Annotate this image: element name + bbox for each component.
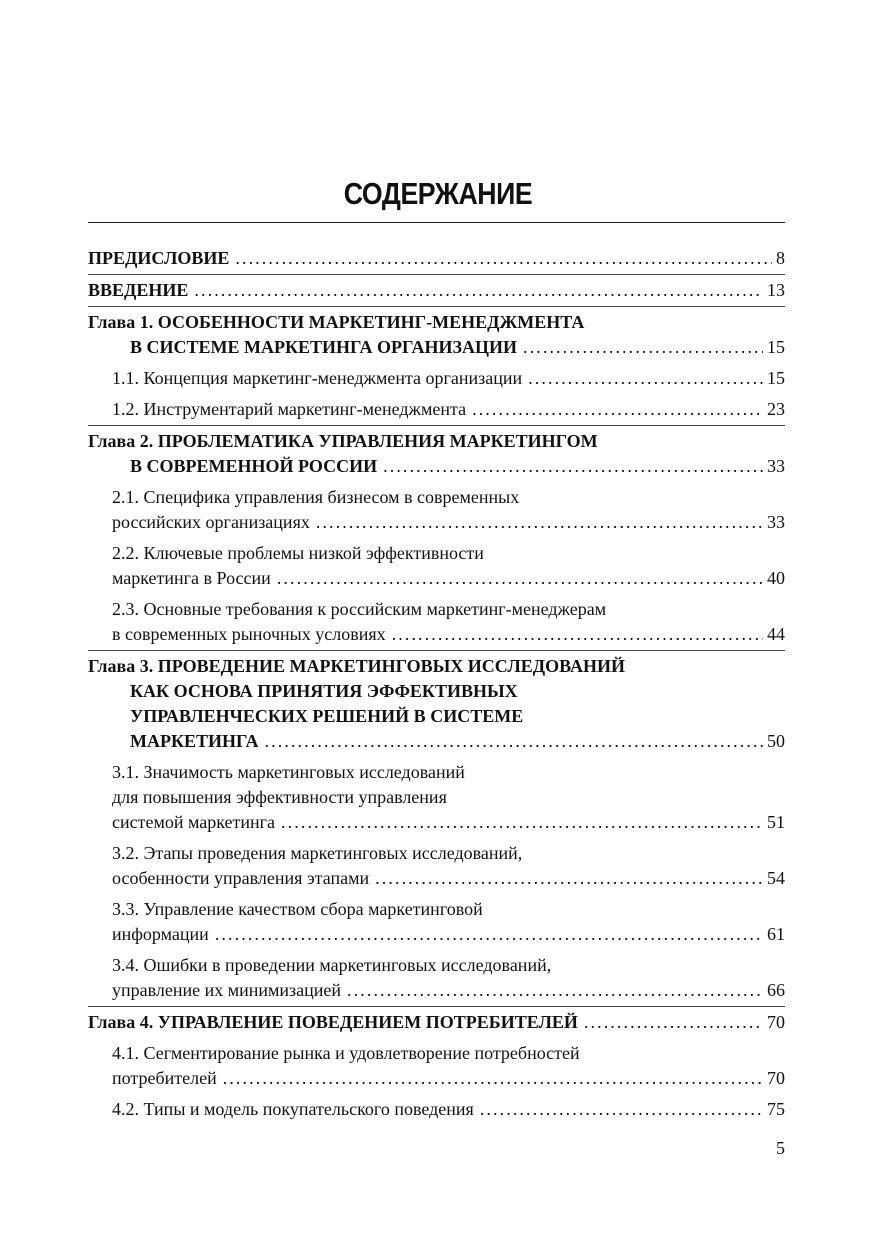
toc-section-entry[interactable] [88, 953, 785, 1003]
toc-entry-title: в современных рыночных условиях [112, 624, 386, 644]
dot-leader [316, 510, 763, 535]
dot-leader [215, 922, 763, 947]
dot-leader [584, 1010, 763, 1035]
toc-page-number: 51 [767, 812, 785, 832]
toc-chapter-entry[interactable] [88, 310, 785, 360]
toc-chapter-entry[interactable] [88, 429, 785, 479]
toc-entry-title: МАРКЕТИНГА [130, 731, 259, 751]
toc-entry-last-line [112, 1066, 785, 1091]
toc-page-number: 44 [767, 624, 785, 644]
toc-section-entry[interactable] [88, 760, 785, 835]
toc-entry-title: 1.1. Концепция маркетинг-менеджмента организации [112, 368, 523, 388]
dot-leader [277, 566, 763, 591]
toc-section-entry[interactable] [88, 841, 785, 891]
toc-page-number: 50 [767, 731, 785, 751]
toc-page-number: 33 [767, 456, 785, 476]
toc-entry-line: 3.2. Этапы проведения маркетинговых исследований, [112, 843, 523, 863]
toc-entry-title: особенности управления этапами [112, 868, 370, 888]
toc-entry-last-line [112, 622, 785, 647]
dot-leader [265, 729, 763, 754]
toc-page-number: 75 [767, 1099, 785, 1119]
toc-page-number: 15 [767, 368, 785, 388]
toc-entry-title: 1.2. Инструментарий маркетинг-менеджмента [112, 399, 467, 419]
toc-entry-line: 3.3. Управление качеством сбора маркетинговой [112, 899, 483, 919]
dot-leader [523, 335, 763, 360]
title-divider [88, 222, 785, 223]
toc-entry-title: В СОВРЕМЕННОЙ РОССИИ [130, 456, 378, 476]
table-of-contents [88, 246, 785, 1128]
toc-entry-last-line [112, 978, 785, 1003]
dot-leader [383, 454, 763, 479]
toc-section-entry[interactable] [88, 897, 785, 947]
toc-section-entry[interactable] [88, 541, 785, 591]
toc-section-entry[interactable] [88, 366, 785, 391]
toc-section-entry[interactable] [88, 485, 785, 535]
page-title: СОДЕРЖАНИЕ [343, 176, 533, 211]
toc-entry-title: информации [112, 924, 209, 944]
toc-entry-last-line [112, 1097, 785, 1122]
dot-leader [472, 397, 763, 422]
toc-entry-title: потребителей [112, 1068, 217, 1088]
entry-divider [88, 306, 785, 307]
toc-entry-line: 2.1. Специфика управления бизнесом в современных [112, 487, 520, 507]
dot-leader [392, 622, 763, 647]
toc-entry-title: ВВЕДЕНИЕ [88, 280, 189, 300]
toc-page-number: 70 [767, 1068, 785, 1088]
toc-entry-line: КАК ОСНОВА ПРИНЯТИЯ ЭФФЕКТИВНЫХ [130, 681, 518, 701]
toc-entry-line: УПРАВЛЕНЧЕСКИХ РЕШЕНИЙ В СИСТЕМЕ [130, 706, 524, 726]
toc-entry-title: системой маркетинга [112, 812, 276, 832]
toc-entry-line: Глава 1. ОСОБЕННОСТИ МАРКЕТИНГ-МЕНЕДЖМЕНТА [88, 312, 585, 332]
page-number: 5 [776, 1138, 785, 1158]
toc-top-entry[interactable] [88, 246, 785, 271]
toc-section-entry[interactable] [88, 597, 785, 647]
toc-entry-title: ПРЕДИСЛОВИЕ [88, 248, 230, 268]
entry-divider [88, 425, 785, 426]
toc-entry-line: для повышения эффективности управления [112, 787, 447, 807]
toc-entry-last-line [88, 335, 785, 360]
toc-entry-last-line [112, 510, 785, 535]
toc-entry-last-line [112, 566, 785, 591]
toc-entry-title: управление их минимизацией [112, 980, 342, 1000]
toc-entry-line: Глава 2. ПРОБЛЕМАТИКА УПРАВЛЕНИЯ МАРКЕТИНГОМ [88, 431, 598, 451]
toc-entry-title: маркетинга в России [112, 568, 271, 588]
toc-page-number: 13 [767, 280, 785, 300]
toc-entry-last-line [88, 1010, 785, 1035]
entry-divider [88, 1006, 785, 1007]
toc-entry-last-line [88, 246, 785, 271]
toc-entry-title: Глава 4. УПРАВЛЕНИЕ ПОВЕДЕНИЕМ ПОТРЕБИТЕЛЕЙ [88, 1012, 578, 1032]
toc-entry-line: 3.1. Значимость маркетинговых исследований [112, 762, 465, 782]
toc-entry-line: 3.4. Ошибки в проведении маркетинговых исследований, [112, 955, 552, 975]
toc-section-entry[interactable] [88, 1041, 785, 1091]
toc-page-number: 70 [767, 1012, 785, 1032]
toc-entry-last-line [88, 729, 785, 754]
entry-divider [88, 274, 785, 275]
dot-leader [223, 1066, 763, 1091]
dot-leader [235, 246, 772, 271]
toc-section-entry[interactable] [88, 1097, 785, 1122]
toc-entry-title: российских организациях [112, 512, 310, 532]
toc-entry-last-line [112, 922, 785, 947]
toc-top-entry[interactable] [88, 278, 785, 303]
toc-entry-line: 4.1. Сегментирование рынка и удовлетворение потребностей [112, 1043, 580, 1063]
toc-entry-last-line [112, 397, 785, 422]
dot-leader [194, 278, 763, 303]
toc-entry-last-line [88, 454, 785, 479]
toc-entry-last-line [112, 366, 785, 391]
dot-leader [528, 366, 763, 391]
dot-leader [281, 810, 763, 835]
entry-divider [88, 650, 785, 651]
toc-chapter-entry[interactable] [88, 654, 785, 754]
toc-entry-last-line [88, 278, 785, 303]
toc-page-number: 54 [767, 868, 785, 888]
toc-page-number: 66 [767, 980, 785, 1000]
dot-leader [480, 1097, 763, 1122]
toc-chapter-entry[interactable] [88, 1010, 785, 1035]
toc-page-number: 8 [776, 248, 785, 268]
toc-section-entry[interactable] [88, 397, 785, 422]
dot-leader [347, 978, 763, 1003]
toc-entry-last-line [112, 810, 785, 835]
toc-page-number: 40 [767, 568, 785, 588]
toc-entry-title: 4.2. Типы и модель покупательского поведения [112, 1099, 474, 1119]
toc-page-number: 15 [767, 337, 785, 357]
toc-entry-line: 2.3. Основные требования к российским маркетинг-менеджерам [112, 599, 607, 619]
toc-entry-title: В СИСТЕМЕ МАРКЕТИНГА ОРГАНИЗАЦИИ [130, 337, 518, 357]
toc-entry-line: Глава 3. ПРОВЕДЕНИЕ МАРКЕТИНГОВЫХ ИССЛЕДОВАНИЙ [88, 656, 626, 676]
toc-page-number: 33 [767, 512, 785, 532]
dot-leader [375, 866, 763, 891]
toc-page-number: 23 [767, 399, 785, 419]
toc-page-number: 61 [767, 924, 785, 944]
toc-entry-line: 2.2. Ключевые проблемы низкой эффективности [112, 543, 484, 563]
toc-entry-last-line [112, 866, 785, 891]
